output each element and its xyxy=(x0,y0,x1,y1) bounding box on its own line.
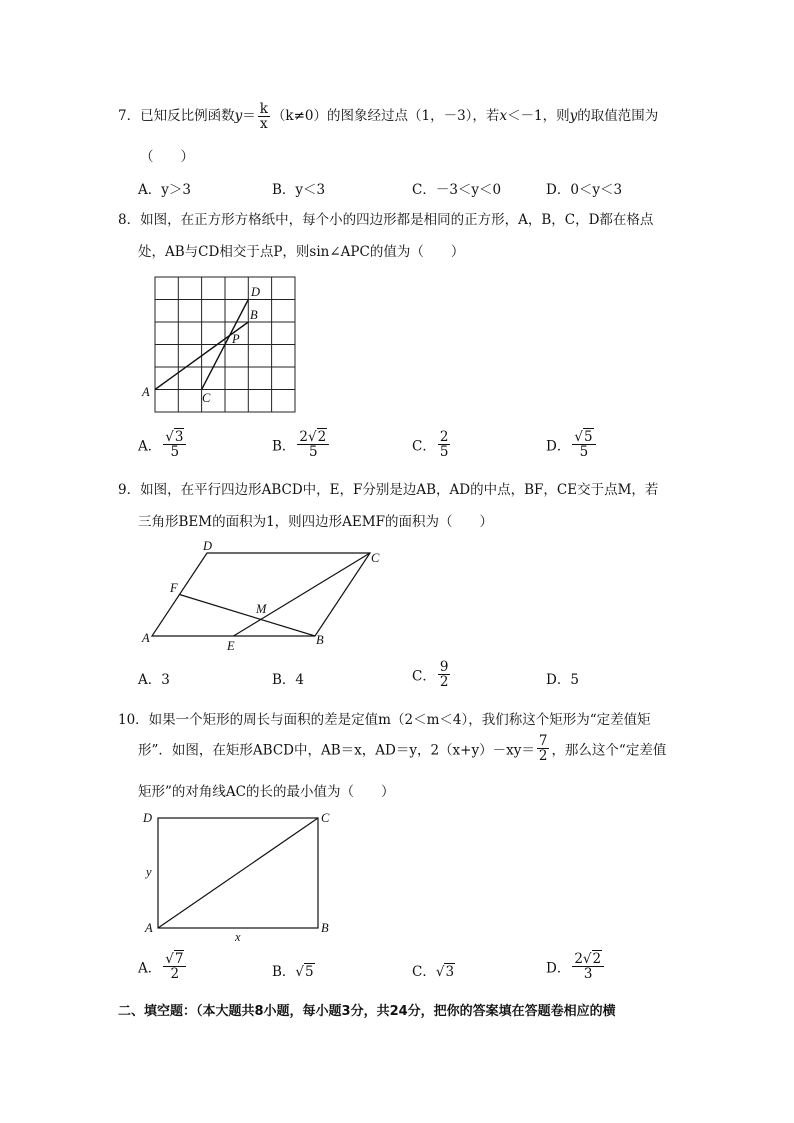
q10-stem-line3: 矩形”的对角线AC的长的最小值为（ ） xyxy=(138,784,395,800)
q8-option-c[interactable]: C． $\frac{2}{5}$ xyxy=(412,429,449,461)
q10-option-c[interactable]: C．√3 xyxy=(412,964,455,980)
q8-option-d[interactable]: D． $\frac{√5}{5}$ xyxy=(546,430,598,459)
label-b: B xyxy=(316,633,324,647)
q7-fraction: $\frac{k}{x}$ xyxy=(259,101,268,133)
label-x: x xyxy=(235,930,241,944)
section2-heading: 二、填空题：（本大题共8小题，每小题3分，共24分，把你的答案填在答题卷相应的横 xyxy=(118,1004,616,1019)
q9-stem-line2: 三角形BEM的面积为1，则四边形AEMF的面积为（ ） xyxy=(138,514,493,530)
label-y: y xyxy=(146,865,152,879)
label-d: D xyxy=(143,811,153,825)
q9-parallelogram-figure xyxy=(140,538,390,653)
q9-option-d[interactable]: D．5 xyxy=(546,672,579,688)
label-c: C xyxy=(371,551,380,565)
q7-option-d[interactable]: D．0＜y＜3 xyxy=(546,182,623,198)
q10-option-b[interactable]: B．√5 xyxy=(272,964,314,980)
segment-bf xyxy=(180,595,316,637)
q7-option-c[interactable]: C．－3＜y＜0 xyxy=(412,182,502,198)
segment-ce xyxy=(234,553,371,636)
q8-grid-figure xyxy=(140,272,300,412)
q10-stem-line2: 形”．如图，在矩形ABCD中，AB＝x，AD＝y，2（x+y）－xy＝ $\frac{7}{2}$ ，那么这个“定差值 xyxy=(138,733,667,765)
q8-option-a[interactable]: A． $\frac{√3}{5}$ xyxy=(138,430,188,459)
label-d: D xyxy=(251,285,261,299)
q8-stem-line1: 8．如图，在正方形方格纸中，每个小的四边形都是相同的正方形，A，B，C，D都在格点 xyxy=(118,212,654,228)
parallelogram-abcd xyxy=(152,553,370,636)
label-a: A xyxy=(142,631,150,645)
label-f: F xyxy=(170,581,178,595)
q10-stem-line1: 10．如果一个矩形的周长与面积的差是定值m（2＜m＜4），我们称这个矩形为“定差值矩 xyxy=(118,712,651,728)
q10-option-d[interactable]: D． $\frac{2√2}{3}$ xyxy=(546,952,606,981)
label-a: A xyxy=(145,921,153,935)
label-e: E xyxy=(227,639,235,653)
q10-option-a[interactable]: A． $\frac{√7}{2}$ xyxy=(138,952,188,981)
label-b: B xyxy=(321,921,329,935)
q10-rectangle-figure xyxy=(140,810,340,944)
q8-stem-line2: 处，AB与CD相交于点P，则sin∠APC的值为（ ） xyxy=(138,244,465,260)
q9-stem-line1: 9．如图，在平行四边形ABCD中，E，F分别是边AB，AD的中点，BF，CE交于点M，若 xyxy=(118,482,659,498)
q9-option-c[interactable]: C． $\frac{9}{2}$ xyxy=(412,659,449,691)
q9-option-b[interactable]: B．4 xyxy=(272,672,305,688)
q7-answer-paren: （ ） xyxy=(140,149,194,165)
q9-option-a[interactable]: A．3 xyxy=(138,672,170,688)
label-c: C xyxy=(202,391,211,405)
q7-option-a[interactable]: A．y＞3 xyxy=(138,182,191,198)
label-c: C xyxy=(321,811,330,825)
label-b: B xyxy=(250,308,258,322)
q8-option-b[interactable]: B． $\frac{2√2}{5}$ xyxy=(272,430,331,459)
label-m: M xyxy=(256,602,267,616)
label-a: A xyxy=(142,385,150,399)
label-d: D xyxy=(203,539,213,553)
label-p: P xyxy=(232,332,240,346)
diagonal-ac xyxy=(158,818,318,928)
q7-option-b[interactable]: B．y＜3 xyxy=(272,182,326,198)
q7-stem: 7．已知反比例函数y＝ $\frac{k}{x}$ （k≠0）的图象经过点（1，－3），若x＜－1，则y的取值范围为 xyxy=(118,101,659,133)
